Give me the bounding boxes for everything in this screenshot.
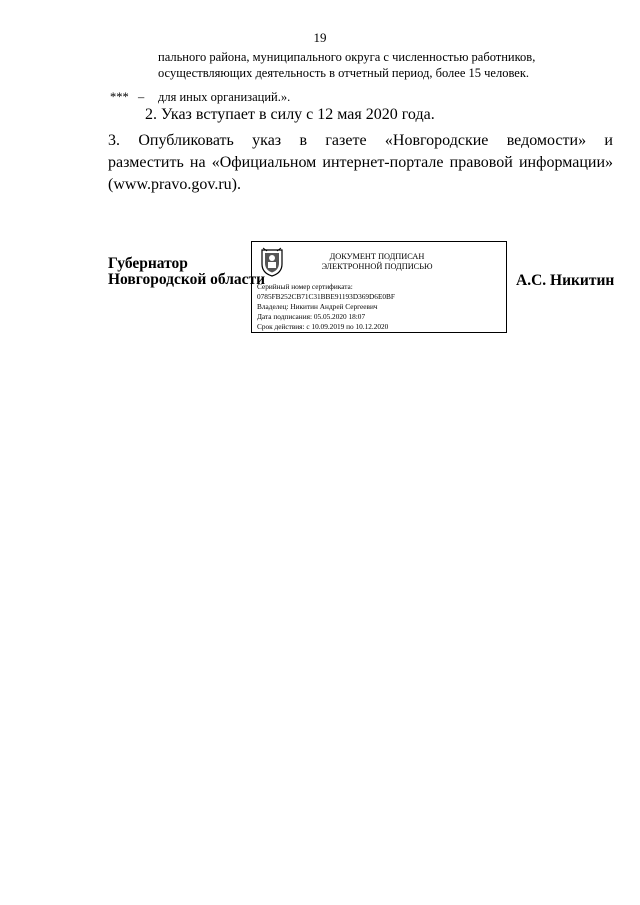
electronic-signature-stamp <box>251 241 507 333</box>
stamp-serial-label: Серийный номер сертификата: <box>257 282 353 291</box>
footnote-dash: – <box>138 90 145 104</box>
stamp-details <box>257 282 395 332</box>
footnote-line-2: осуществляющих деятельность в отчетный период, более 15 человек. <box>158 66 530 80</box>
stamp-owner: Владелец: Никитин Андрей Сергеевич <box>257 302 378 311</box>
footnote-other-text: для иных организаций.». <box>158 90 291 104</box>
paragraph-3-line-3: (www.pravo.gov.ru). <box>108 176 241 193</box>
footnote-marker: *** <box>110 90 129 104</box>
stamp-validity: Срок действия: с 10.09.2019 по 10.12.2020 <box>257 322 389 331</box>
stamp-header-line-1: ДОКУМЕНТ ПОДПИСАН <box>329 252 425 261</box>
paragraph-3 <box>108 130 613 196</box>
signer-name: А.С. Никитин <box>516 272 615 289</box>
paragraph-3-line-1: 3. Опубликовать указ в газете «Новгородские ведомости» и <box>108 132 613 149</box>
stamp-header <box>314 252 440 272</box>
paragraph-3-line-2: разместить на «Официальном интернет-портале правовой информации» <box>108 154 613 171</box>
footnote-line-1: пального района, муниципального округа с численностью работников, <box>158 50 536 64</box>
stamp-header-line-2: ЭЛЕКТРОННОЙ ПОДПИСЬЮ <box>321 262 433 271</box>
page-number: 19 <box>313 30 327 45</box>
signer-title-line-1: Губернатор <box>108 255 188 272</box>
paragraph-2: 2. Указ вступает в силу с 12 мая 2020 года. <box>145 106 435 123</box>
stamp-signed-date: Дата подписания: 05.05.2020 18:07 <box>257 312 366 321</box>
coat-of-arms-icon <box>259 247 285 277</box>
signer-title-line-2: Новгородской области <box>108 271 266 288</box>
stamp-serial-value: 0785FB252CB71C31BBE91193D369D6E0BF <box>257 292 395 301</box>
signer-title <box>108 256 265 288</box>
